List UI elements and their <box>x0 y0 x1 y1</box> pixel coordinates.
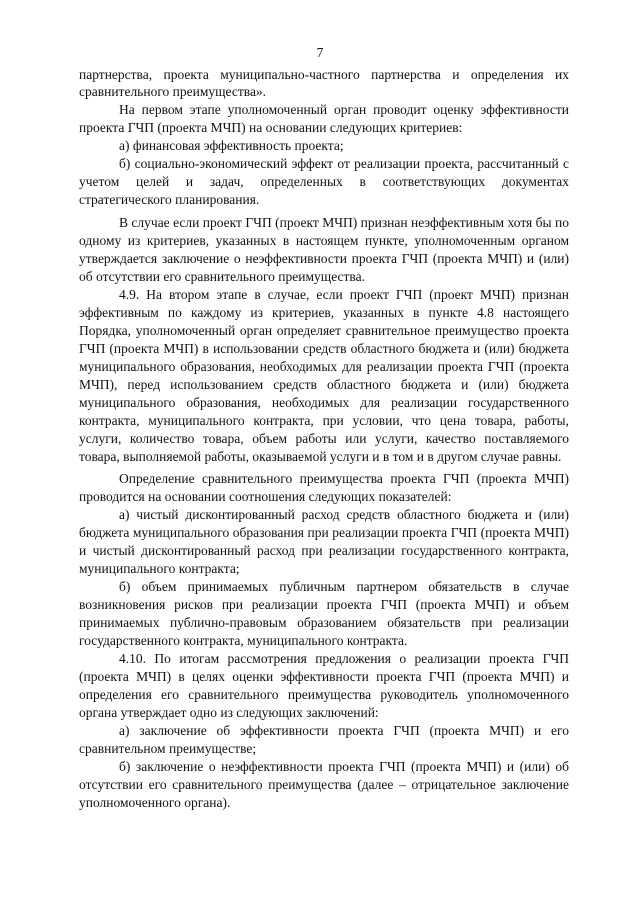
document-body <box>79 66 569 812</box>
paragraph-inefficiency: В случае если проект ГЧП (проект МЧП) признан неэффективным хотя бы по одному из критериев, указанных в настоящем пункте, уполномоченным органом утверждается заключение о неэффективности проекта ГЧП (проекта МЧП) и (или) об отсутствии его сравнительного преимущества. <box>79 215 569 284</box>
paragraph-comparative-advantage: Определение сравнительного преимущества проекта ГЧП (проекта МЧП) проводится на основании соотношения следующих показателей: <box>79 471 569 505</box>
paragraph-continuation: партнерства, проекта муниципально-частного партнерства и определения их сравнительного преимущества». <box>79 66 569 100</box>
criterion-b: б) социально-экономический эффект от реализации проекта, рассчитанный с учетом целей и задач, определенных в соответствующих документах стратегического планирования. <box>79 156 569 208</box>
indicator-a: а) чистый дисконтированный расход средств областного бюджета и (или) бюджета муниципального образования при реализации проекта ГЧП (проекта МЧП) и чистый дисконтированный расход при реализации государственного контракта, муниципального контракта; <box>79 507 569 577</box>
page-number: 7 <box>316 45 324 60</box>
clause-4-9: 4.9. На втором этапе в случае, если проект ГЧП (проект МЧП) признан эффективным по каждому из критериев, указанных в пункте 4.8 настоящего Порядка, уполномоченный орган определяет сравнительное преимущество проекта ГЧП (проекта МЧП) в использовании средств областного бюджета и (или) бюджета муниципального образования, необходимых для реализации проекта ГЧП (проекта МЧП), перед использованием средств областного бюджета и (или) бюджета муниципального образования, необходимых для реализации государственного контракта, муниципального контракта, при условии, что цена товара, работы, услуги, количество товара, объем работы или услуги, качество поставляемого товара, выполняемой работы, оказываемой услуги и в том и в другом случае равны. <box>79 286 569 464</box>
conclusion-a: а) заключение об эффективности проекта ГЧП (проекта МЧП) и его сравнительном преимуществе; <box>79 722 569 756</box>
conclusion-b: б) заключение о неэффективности проекта ГЧП (проекта МЧП) и (или) об отсутствии его сравнительного преимущества (далее – отрицательное заключение уполномоченного органа). <box>79 758 569 810</box>
indicator-b: б) объем принимаемых публичным партнером обязательств в случае возникновения рисков при реализации проекта ГЧП (проекта МЧП) и объем принимаемых публично-правовым образованием обязательств при реализации государственного контракта, муниципального контракта. <box>79 579 569 649</box>
criterion-a: а) финансовая эффективность проекта; <box>119 138 344 154</box>
clause-4-10: 4.10. По итогам рассмотрения предложения о реализации проекта ГЧП (проекта МЧП) в целях оценки эффективности проекта ГЧП (проекта МЧП) и определения его сравнительного преимущества руководитель уполномоченного органа утверждает одно из следующих заключений: <box>79 651 569 720</box>
paragraph-first-stage: На первом этапе уполномоченный орган проводит оценку эффективности проекта ГЧП (проекта МЧП) на основании следующих критериев: <box>79 102 569 136</box>
